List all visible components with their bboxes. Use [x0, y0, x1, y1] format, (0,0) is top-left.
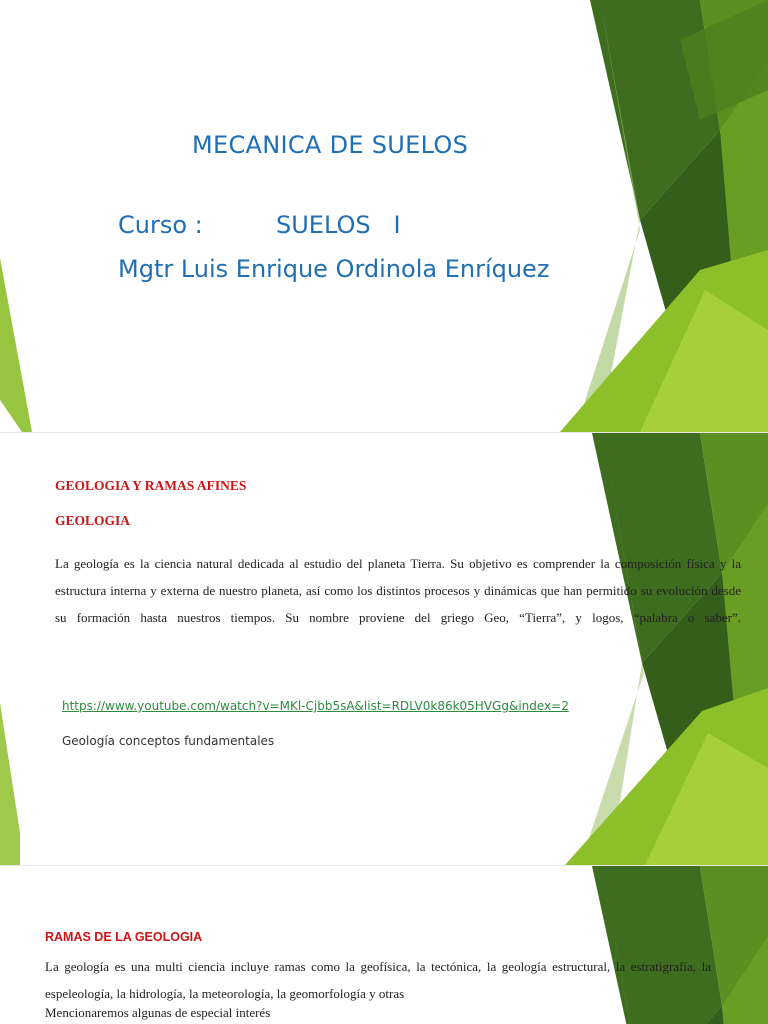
- course-label: Curso :: [118, 211, 203, 239]
- link-caption: Geología conceptos fundamentales: [62, 734, 275, 748]
- ramas-paragraph: La geología es una multi ciencia incluye ramas como la geofísica, la tectónica, la geología estructural, la estratigrafía, la espeleología, la hidrología, la meteorología, la geomorfología y otras: [45, 959, 711, 1001]
- slide-title-text: MECANICA DE SUELOS: [192, 131, 469, 159]
- slide-geologia: [0, 433, 768, 865]
- course-value: SUELOS I: [276, 211, 401, 239]
- section-heading: GEOLOGIA Y RAMAS AFINES: [55, 478, 247, 493]
- author-name: Mgtr Luis Enrique Ordinola Enríquez: [118, 255, 550, 283]
- slide-title: [0, 0, 768, 432]
- geology-paragraph: La geología es la ciencia natural dedicada al estudio del planeta Tierra. Su objetivo es comprender la composición física y la estructura interna y externa de nuestro planeta, así como los distintos procesos y dinámicas que han permitido su evolución desde su formación hasta nuestros tiempos. Su nombre proviene del griego Geo, “Tierra”, y logos, “palabra o saber”.: [55, 556, 741, 625]
- subsection-heading: GEOLOGIA: [55, 513, 131, 528]
- slide-ramas: [0, 866, 768, 1024]
- ramas-intro-line: Mencionaremos algunas de especial interés: [45, 1005, 271, 1020]
- section-heading: RAMAS DE LA GEOLOGIA: [45, 930, 203, 944]
- course-line: [118, 211, 401, 239]
- youtube-link[interactable]: https://www.youtube.com/watch?v=MKl-Cjbb5sA&list=RDLV0k86k05HVGg&index=2: [62, 699, 569, 713]
